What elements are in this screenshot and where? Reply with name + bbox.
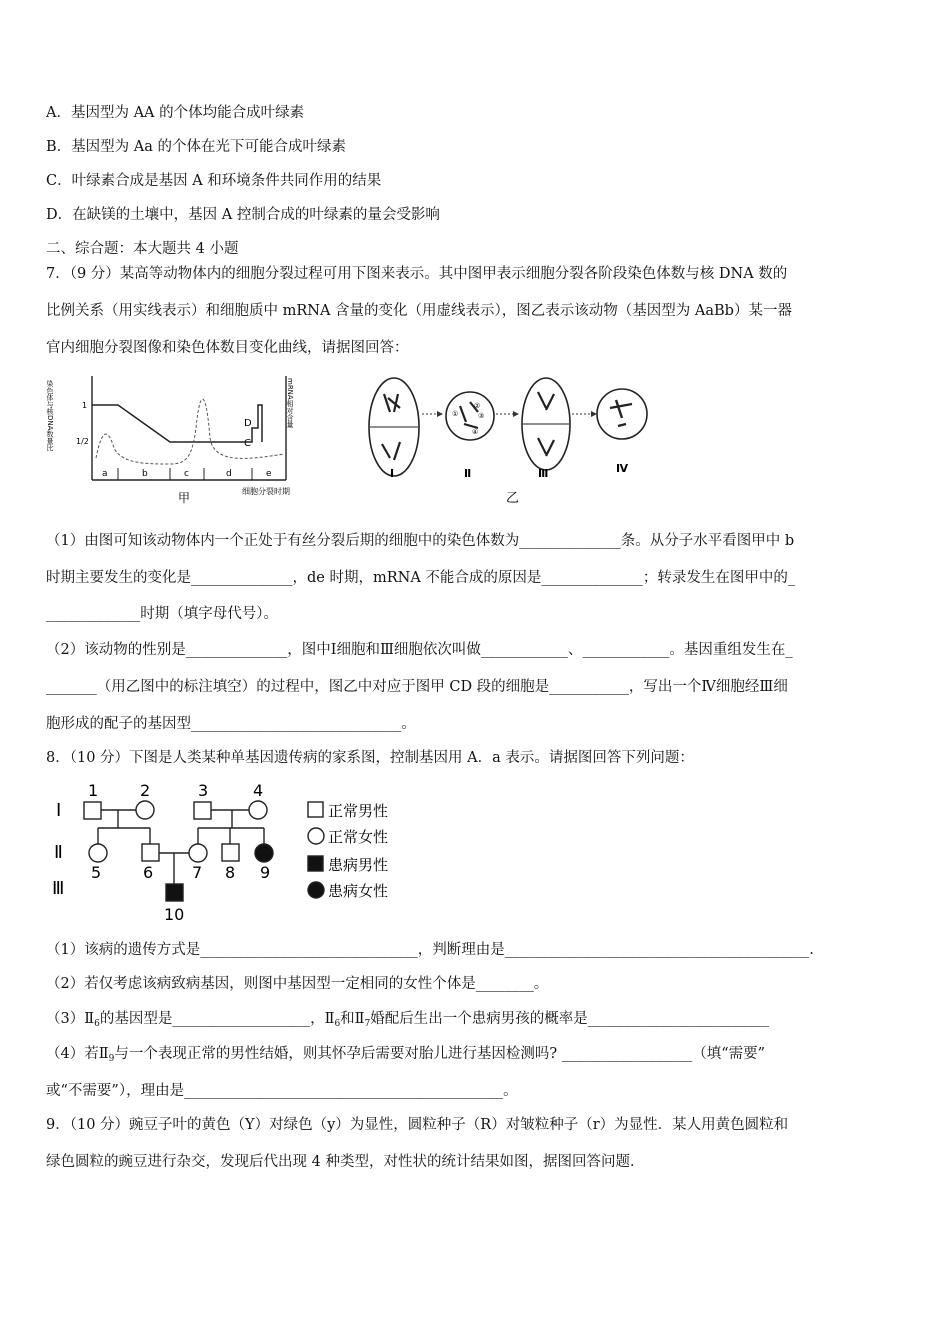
option-b: B．基因型为 Aa 的个体在光下可能合成叶绿素 (46, 139, 346, 155)
svg-text:①: ① (452, 410, 459, 418)
legend-affected-male-icon (308, 856, 323, 871)
cell-i (369, 378, 419, 476)
jia-y-label: 染色体与核DNA数量比 (46, 380, 54, 452)
svg-text:③: ③ (478, 412, 485, 420)
figure-jia (46, 368, 316, 508)
gen-label-iii: Ⅲ (52, 878, 65, 899)
jia-caption: 甲 (178, 491, 191, 505)
gen-label-i: Ⅰ (56, 800, 62, 821)
individual-4 (249, 801, 267, 819)
legend-normal-male-icon (308, 802, 323, 817)
num-9: 9 (260, 863, 271, 882)
q8-sub-3: $(3)Ⅱ_6$的基因型是___________________，$Ⅱ_6$和$Ⅱ_7$婚配后生出一个患病男孩的概率是_________________________ (46, 1011, 770, 1029)
svg-text:②: ② (474, 402, 481, 410)
cell-iii (522, 378, 570, 470)
legend-normal-female: 正常女性 (328, 828, 389, 846)
num-3: 3 (198, 781, 209, 800)
option-c: C．叶绿素合成是基因 A 和环境条件共同作用的结果 (46, 173, 382, 189)
q8-sub-4: （4）若$Ⅱ_9$与一个表现正常的男性结婚，则其怀孕后需要对胎儿进行基因检测吗? __________________（填“需要” (46, 1046, 766, 1064)
jia-right-label: mRNA相对含量 (286, 378, 294, 428)
legend-normal-female-icon (308, 828, 324, 844)
legend-affected-female-icon (308, 882, 324, 898)
legend-affected-male: 患病男性 (328, 856, 389, 874)
individual-6 (142, 844, 159, 861)
q7-stem-2: 比例关系（用实线表示）和细胞质中 mRNA 含量的变化（用虚线表示），图乙表示该动物（基因型为 AaBb）某一器 (46, 303, 792, 319)
individual-8 (222, 844, 239, 861)
svg-text:④: ④ (472, 428, 479, 436)
q9-stem-1: 9．（10 分）豌豆子叶的黄色（Y）对绿色（y）为显性，圆粒种子（R）对皱粒种子（r）为显性．某人用黄色圆粒和 (46, 1117, 789, 1133)
num-8: 8 (225, 863, 236, 882)
legend-normal-male: 正常男性 (328, 802, 389, 820)
num-6: 6 (143, 863, 154, 882)
q8-sub-1: （1）该病的遗传方式是______________________________，判断理由是__________________________________________. (46, 942, 814, 958)
jia-x-label: 细胞分裂时期 (242, 487, 290, 496)
section-heading: 二、综合题：本大题共 4 小题 (46, 241, 239, 257)
jia-point-c: C (244, 438, 251, 449)
individual-7 (189, 844, 207, 862)
jia-solid-curve (92, 405, 262, 442)
q7-stem-1: 7．（9 分）某高等动物体内的细胞分裂过程可用下图来表示。其中图甲表示细胞分裂各阶段染色体数与核 DNA 数的 (46, 266, 788, 282)
q7-sub-6: 胞形成的配子的基因型_____________________________。 (46, 716, 416, 732)
num-2: 2 (140, 781, 151, 800)
jia-stage-e: e (266, 469, 272, 479)
jia-stage-b: b (142, 469, 148, 479)
q7-stem-3: 官内细胞分裂图像和染色体数目变化曲线，请据图回答： (46, 340, 409, 356)
num-1: 1 (88, 781, 99, 800)
pedigree-chart (46, 776, 426, 926)
pedigree-legend (308, 802, 388, 900)
jia-stage-d: d (226, 469, 232, 479)
individual-3 (194, 802, 211, 819)
cell-label-iii: Ⅲ (538, 467, 549, 480)
cell-label-i: Ⅰ (390, 467, 395, 480)
q7-sub-4: （2）该动物的性别是______________，图中Ⅰ细胞和Ⅲ细胞依次叫做____________、____________。基因重组发生在_ (46, 642, 793, 658)
yi-caption: 乙 (506, 491, 520, 506)
individual-1 (84, 802, 101, 819)
q8-sub-4-cont: 或“不需要”），理由是____________________________________________。 (46, 1083, 518, 1099)
jia-point-d: D (244, 418, 252, 429)
option-d: D．在缺镁的土壤中，基因 A 控制合成的叶绿素的量会受影响 (46, 207, 440, 223)
num-5: 5 (91, 863, 102, 882)
q9-stem-2: 绿色圆粒的豌豆进行杂交，发现后代出现 4 种类型，对性状的统计结果如图，据图回答问题． (46, 1154, 645, 1170)
gen-label-ii: Ⅱ (54, 842, 63, 863)
cell-label-iv: Ⅳ (616, 462, 629, 475)
num-10: 10 (164, 905, 185, 924)
cell-iv (597, 389, 647, 439)
cell-label-ii: Ⅱ (464, 467, 472, 480)
q7-sub-1: （1）由图可知该动物体内一个正处于有丝分裂后期的细胞中的染色体数为______________条。从分子水平看图甲中 b (46, 533, 795, 549)
q7-sub-5: _______（用乙图中的标注填空）的过程中，图乙中对应于图甲 CD 段的细胞是___________，写出一个Ⅳ细胞经Ⅲ细 (46, 679, 788, 695)
jia-stage-a: a (102, 469, 108, 479)
q8-sub-2: （2）若仅考虑该病致病基因，则图中基因型一定相同的女性个体是________。 (46, 976, 549, 992)
jia-stage-c: c (184, 469, 189, 479)
individual-9 (255, 844, 273, 862)
num-4: 4 (253, 781, 264, 800)
jia-tick-1: 1 (82, 401, 88, 410)
legend-affected-female: 患病女性 (328, 882, 389, 900)
individual-2 (136, 801, 154, 819)
jia-tick-half: 1/2 (76, 437, 89, 446)
num-7: 7 (192, 863, 203, 882)
q8-stem: 8．（10 分）下图是人类某种单基因遗传病的家系图，控制基因用 A．a 表示。请据图回答下列问题： (46, 750, 694, 766)
q7-sub-3: _____________时期（填字母代号）。 (46, 606, 278, 622)
q7-sub-2: 时期主要发生的变化是______________，de 时期，mRNA 不能合成的原因是______________；转录发生在图甲中的_ (46, 570, 796, 586)
individual-10 (166, 884, 183, 901)
cell-ii (446, 392, 494, 440)
individual-5 (89, 844, 107, 862)
option-a: A．基因型为 AA 的个体均能合成叶绿素 (46, 105, 305, 121)
figure-yi (360, 372, 660, 507)
